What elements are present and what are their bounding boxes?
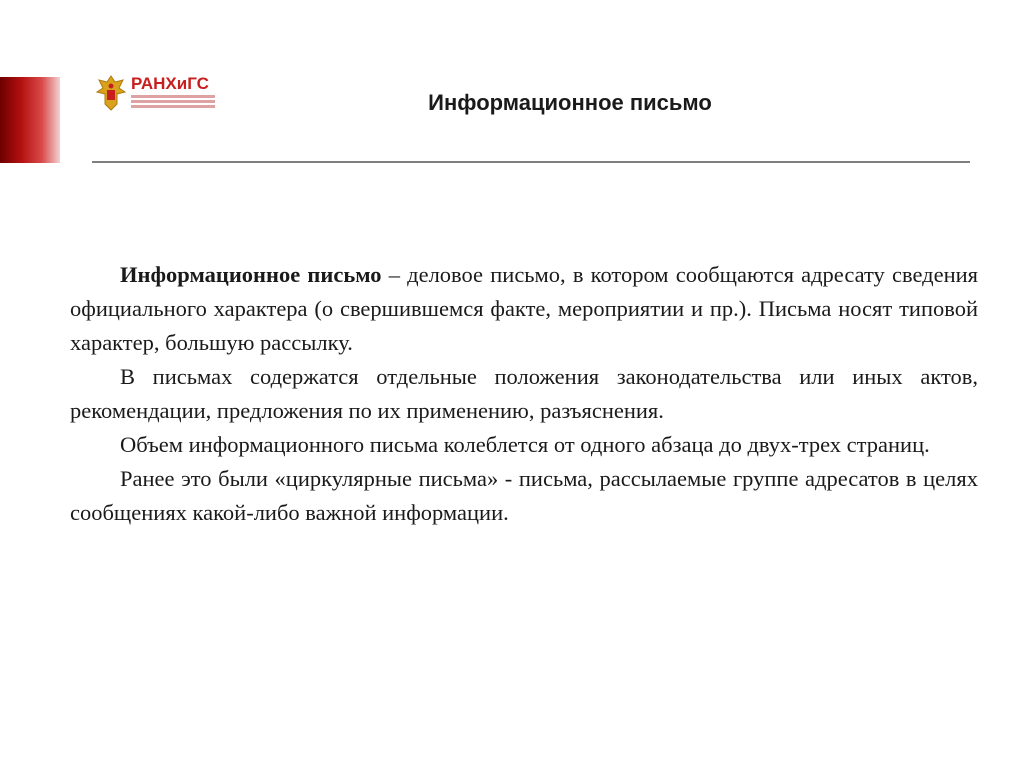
paragraph-contents: В письмах содержатся отдельные положения законодательства или иных актов, рекомендации, предложения по их применению, разъяснения.	[70, 364, 978, 423]
logo-subtitle-lines	[131, 95, 215, 110]
logo-name: РАНХиГС	[131, 74, 209, 93]
paragraph-volume: Объем информационного письма колеблется от одного абзаца до двух-трех страниц.	[120, 432, 930, 457]
eagle-emblem-icon	[95, 74, 127, 112]
accent-bar	[0, 77, 60, 163]
paragraph-definition	[70, 258, 978, 360]
page-title: Информационное письмо	[428, 90, 712, 115]
divider	[92, 161, 970, 163]
document-body	[70, 258, 978, 530]
logo	[95, 74, 225, 114]
paragraph-history: Ранее это были «циркулярные письма» - письма, рассылаемые группе адресатов в целях сообщениях какой-либо важной информации.	[70, 466, 978, 525]
defined-term: Информационное письмо	[120, 262, 382, 287]
definition-text: – деловое письмо, в котором сообщаются адресату сведения официального характера (о свершившемся факте, мероприятии и пр.). Письма носят типовой характер, большую рассылку.	[70, 262, 979, 355]
